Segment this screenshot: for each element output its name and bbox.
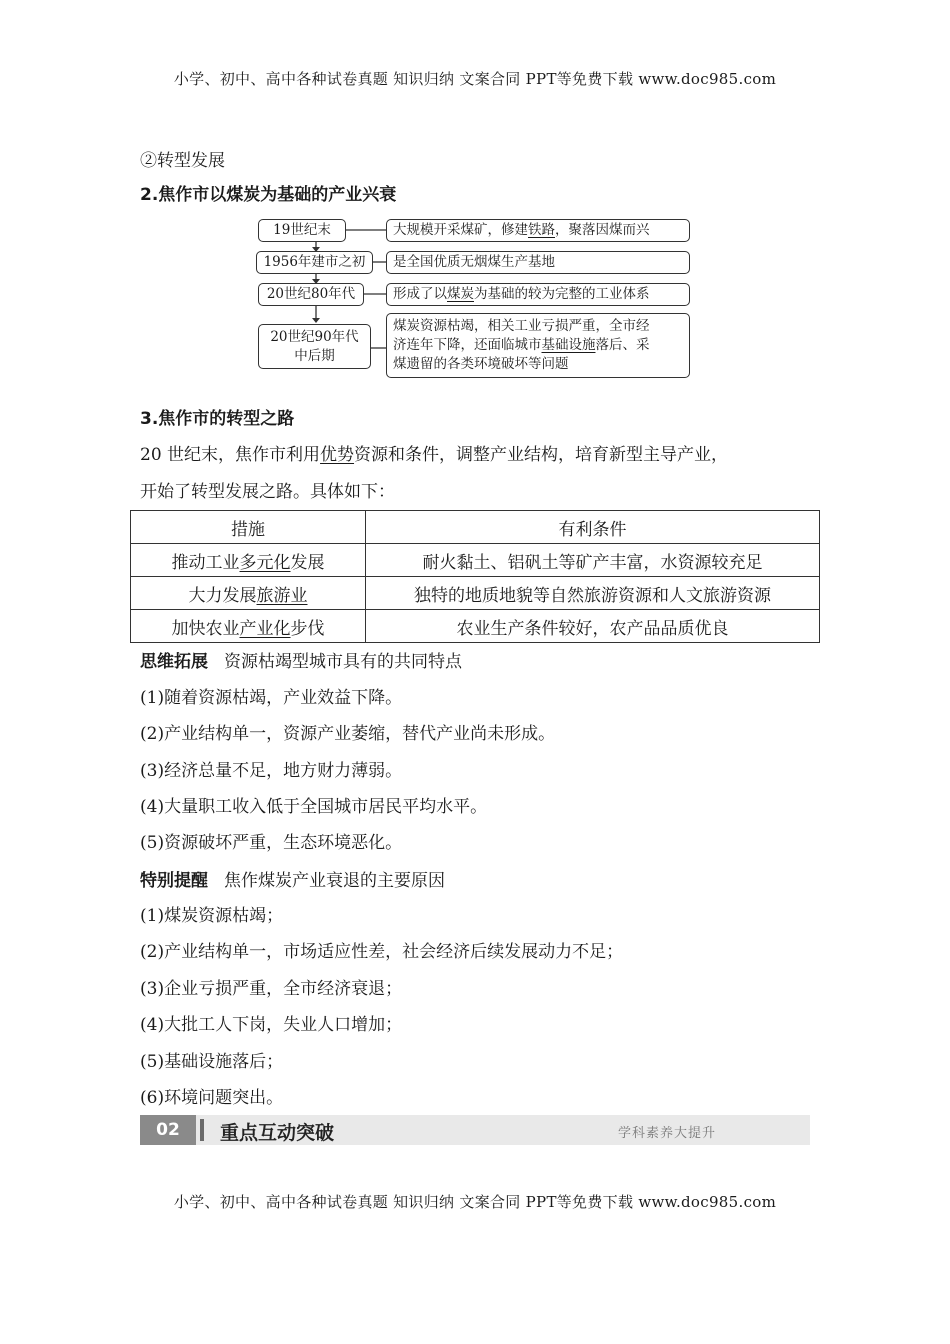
remind-item: (6)环境问题突出。 <box>140 1088 284 1108</box>
desc-text: 落后、采 <box>595 337 650 353</box>
cell-text: 推动工业 <box>171 552 240 573</box>
cell-text: 发展 <box>290 552 325 573</box>
desc-text: 济连年下降，还面临城市 <box>393 337 542 353</box>
measure-cell <box>131 544 366 577</box>
page-footer: 小学、初中、高中各种试卷真题 知识归纳 文案合同 PPT等免费下载 www.doc985.com <box>173 1193 777 1211</box>
desc-text: 为基础的较为完整的工业体系 <box>474 286 650 302</box>
period-label: 1956年建市之初 <box>263 254 366 270</box>
table-header: 措施 <box>131 511 366 544</box>
cell-underlined: 多元化 <box>239 552 291 573</box>
cell-text: 加快农业 <box>171 618 240 639</box>
table-row <box>131 577 820 610</box>
remind-title: 焦作煤炭产业衰退的主要原因 <box>224 871 445 891</box>
period-label-line2: 中后期 <box>294 347 335 364</box>
think-item: (5)资源破坏严重，生态环境恶化。 <box>140 833 403 853</box>
table-row <box>131 610 820 643</box>
remind-label: 特别提醒 <box>140 871 208 891</box>
remind-item: (2)产业结构单一，市场适应性差，社会经济后续发展动力不足； <box>140 942 624 962</box>
measure-cell <box>131 577 366 610</box>
arrow-head-3 <box>312 318 320 323</box>
paragraph-line-1 <box>140 440 728 465</box>
condition-cell: 耐火黏土、铝矾土等矿产丰富，水资源较充足 <box>366 544 820 577</box>
desc-text: 是全国优质无烟煤生产基地 <box>393 254 555 270</box>
desc-box-1 <box>386 219 690 242</box>
measure-cell <box>131 610 366 643</box>
desc-underlined: 煤炭 <box>447 286 474 302</box>
desc-text: 大规模开采煤矿，修建 <box>393 222 528 238</box>
period-label: 19世纪末 <box>273 222 331 238</box>
section-subtitle: 学科素养大提升 <box>618 1126 717 1141</box>
think-item: (2)产业结构单一，资源产业萎缩，替代产业尚未形成。 <box>140 724 556 744</box>
measures-table <box>130 510 820 643</box>
remind-item: (5)基础设施落后； <box>140 1052 284 1072</box>
section-number: 02 <box>140 1115 196 1145</box>
cell-text: 步伐 <box>290 618 325 639</box>
paragraph-line-2: 开始了转型发展之路。具体如下： <box>140 482 395 502</box>
cell-underlined: 产业化 <box>239 618 291 639</box>
desc-underlined: 基础设施 <box>541 337 596 353</box>
think-title: 资源枯竭型城市具有的共同特点 <box>224 652 462 672</box>
table-row <box>131 544 820 577</box>
heading-2: 2.焦作市以煤炭为基础的产业兴衰 <box>140 185 397 205</box>
desc-text: ，聚落因煤而兴 <box>555 222 650 238</box>
think-item: (4)大量职工收入低于全国城市居民平均水平。 <box>140 797 488 817</box>
heading-3: 3.焦作市的转型之路 <box>140 409 295 429</box>
desc-box-3 <box>386 283 690 306</box>
period-label: 20世纪80年代 <box>266 286 356 302</box>
paragraph-underlined: 优势 <box>320 445 355 465</box>
think-label: 思维拓展 <box>140 652 208 672</box>
period-box-2 <box>256 251 373 274</box>
section-divider <box>200 1119 204 1141</box>
desc-text: 形成了以 <box>393 286 447 302</box>
section-bar <box>140 1115 810 1145</box>
desc-line: 煤炭资源枯竭，相关工业亏损严重，全市经 <box>393 318 650 334</box>
period-box-3 <box>258 283 364 306</box>
desc-box-2 <box>386 251 690 274</box>
cell-text: 大力发展 <box>188 585 257 606</box>
remind-item: (3)企业亏损严重，全市经济衰退； <box>140 979 403 999</box>
condition-cell: 独特的地质地貌等自然旅游资源和人文旅游资源 <box>366 577 820 610</box>
timeline-diagram <box>0 0 950 400</box>
think-heading <box>140 647 462 672</box>
paragraph-text: 资源和条件，调整产业结构，培育新型主导产业， <box>354 445 729 465</box>
remind-item: (4)大批工人下岗，失业人口增加； <box>140 1015 403 1035</box>
think-item: (3)经济总量不足，地方财力薄弱。 <box>140 761 403 781</box>
section-item: ②转型发展 <box>140 151 225 171</box>
condition-cell: 农业生产条件较好，农产品品质优良 <box>366 610 820 643</box>
think-item: (1)随着资源枯竭，产业效益下降。 <box>140 688 403 708</box>
desc-box-4 <box>386 313 690 378</box>
table-header-row <box>131 511 820 544</box>
page-header: 小学、初中、高中各种试卷真题 知识归纳 文案合同 PPT等免费下载 www.doc985.com <box>173 70 777 88</box>
section-title: 重点互动突破 <box>220 1122 335 1144</box>
desc-underlined: 铁路 <box>528 222 555 238</box>
remind-heading <box>140 866 445 891</box>
paragraph-text: 20 世纪末，焦作市利用 <box>140 445 321 465</box>
cell-underlined: 旅游业 <box>256 585 308 606</box>
desc-line: 煤遗留的各类环境破坏等问题 <box>393 356 569 372</box>
table-header: 有利条件 <box>366 511 820 544</box>
period-box-1 <box>258 219 346 242</box>
remind-item: (1)煤炭资源枯竭； <box>140 906 284 926</box>
desc-line <box>393 336 650 355</box>
period-label-line1: 20世纪90年代 <box>270 328 359 345</box>
period-box-4 <box>258 324 371 369</box>
